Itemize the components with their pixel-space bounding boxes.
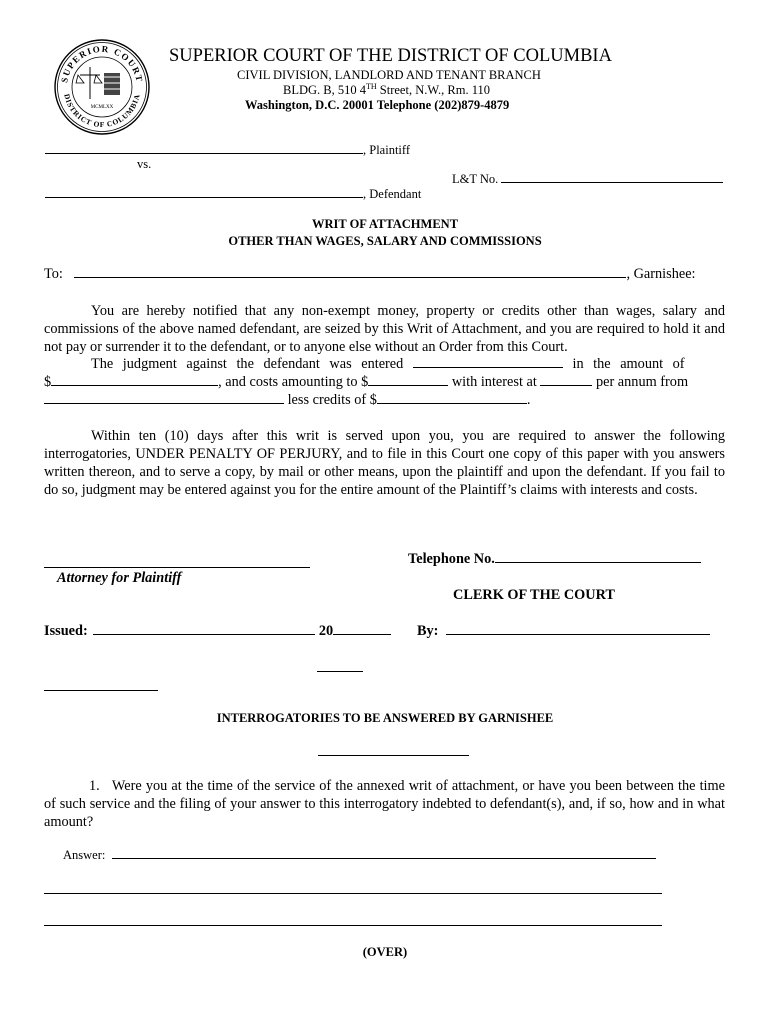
lt-number-line <box>452 172 723 187</box>
address-sup: TH <box>366 82 377 91</box>
answer-label: Answer: <box>63 848 106 862</box>
telephone-label: Telephone No. <box>408 551 495 567</box>
answer-blank-3[interactable] <box>44 925 662 926</box>
by-label: By: <box>417 623 439 639</box>
telephone-blank[interactable] <box>495 562 701 563</box>
notice-text: You are hereby notified that any non-exempt money, property or credits other than wages, salary and commissions of the above named defendant, are seized by this Writ of Attachment, and you are required to hold it and not pay or surrender it to the defendant, or to anyone else without an Order from this Court. <box>44 303 725 355</box>
costs-line <box>44 374 688 391</box>
seal-rule <box>317 671 363 672</box>
heading-rule <box>318 755 469 756</box>
writ-title-line2: OTHER THAN WAGES, SALARY AND COMMISSIONS <box>228 234 542 248</box>
seal-bottom-text: DISTRICT OF COLUMBIA <box>62 92 142 130</box>
question-1-text: Were you at the time of the service of the annexed writ of attachment, or have you been between the time of such service and the filing of your answer to this interrogatory indebted to defendant(s), and, if so, how and in what amount? <box>44 778 725 830</box>
question-1 <box>44 777 725 831</box>
question-1-number: 1. <box>89 778 100 794</box>
by-line <box>417 623 710 640</box>
notice-paragraph <box>44 302 725 356</box>
garnishee-blank[interactable] <box>74 277 626 278</box>
credits-blank[interactable] <box>377 403 527 404</box>
lt-no-label: L&T No. <box>452 172 499 186</box>
year-blank[interactable] <box>333 634 391 635</box>
judgment-date-blank[interactable] <box>413 367 563 368</box>
interest-text: with interest at <box>451 374 537 390</box>
credits-period: . <box>526 392 531 408</box>
answer-blank-2[interactable] <box>44 893 662 894</box>
attorney-signature-blank[interactable] <box>44 567 310 568</box>
telephone-line <box>408 551 701 568</box>
issued-label: Issued: <box>44 623 88 639</box>
instructions-paragraph <box>44 427 725 499</box>
answer-line <box>63 848 656 863</box>
costs-blank[interactable] <box>368 385 448 386</box>
answer-blank-1[interactable] <box>112 858 656 859</box>
credits-line <box>44 392 531 409</box>
city-phone-line: Washington, D.C. 20001 Telephone (202)879-4879 <box>245 98 510 112</box>
costs-text: , and costs amounting to $ <box>218 374 369 390</box>
by-blank[interactable] <box>446 634 710 635</box>
amount-blank[interactable] <box>51 385 218 386</box>
plaintiff-line <box>45 143 410 158</box>
plaintiff-label: , Plaintiff <box>363 143 410 157</box>
clerk-label: CLERK OF THE COURT <box>453 587 615 603</box>
plaintiff-blank[interactable] <box>45 153 363 154</box>
less-credits-text: less credits of $ <box>287 392 377 408</box>
attorney-label: Attorney for Plaintiff <box>57 570 182 586</box>
dollar-sign: $ <box>44 374 52 390</box>
court-seal <box>52 37 152 137</box>
judgment-line <box>91 356 685 373</box>
issued-line <box>44 623 391 640</box>
court-name: SUPERIOR COURT OF THE DISTRICT OF COLUMBIA <box>169 46 612 66</box>
deputy-rule <box>44 690 158 691</box>
interest-blank[interactable] <box>540 385 592 386</box>
issued-date-blank[interactable] <box>93 634 315 635</box>
defendant-label: , Defendant <box>363 187 422 201</box>
judgment-text-a: The judgment against the defendant was entered <box>91 356 404 372</box>
year-label: 20 <box>318 623 334 639</box>
seal-center-text: MCMLXX <box>90 105 114 110</box>
to-label: To: <box>44 266 63 282</box>
over-label: (OVER) <box>362 945 408 959</box>
from-date-blank[interactable] <box>44 403 284 404</box>
per-annum-text: per annum from <box>595 374 689 390</box>
defendant-line <box>45 187 421 202</box>
defendant-blank[interactable] <box>45 197 363 198</box>
lt-no-blank[interactable] <box>501 182 723 183</box>
address-line <box>283 82 490 98</box>
instructions-text: Within ten (10) days after this writ is served upon you, you are required to answer the following interrogatories, UNDER PENALTY OF PERJURY, and to file in this Court one copy of this paper with you answers written thereon, and to serve a copy, by mail or other means, upon the plaintiff and upon the defendant. If you fail to do so, judgment may be entered against you for the entire amount of the Plaintiff’s claims with interests and costs. <box>44 428 725 498</box>
seal-top-text: SUPERIOR COURT <box>59 43 145 84</box>
division-line: CIVIL DIVISION, LANDLORD AND TENANT BRANCH <box>237 68 541 82</box>
to-line <box>44 266 696 283</box>
judgment-text-b: in the amount of <box>572 356 685 372</box>
writ-title-line1: WRIT OF ATTACHMENT <box>311 217 459 231</box>
question-1-paragraph <box>44 777 725 831</box>
address-post: Street, N.W., Rm. 110 <box>376 83 490 98</box>
address-pre: BLDG. B, 510 4 <box>283 83 366 98</box>
vs-label: vs. <box>137 157 152 171</box>
interrogatories-heading: INTERROGATORIES TO BE ANSWERED BY GARNISHEE <box>216 711 554 725</box>
garnishee-label: , Garnishee: <box>626 266 696 282</box>
